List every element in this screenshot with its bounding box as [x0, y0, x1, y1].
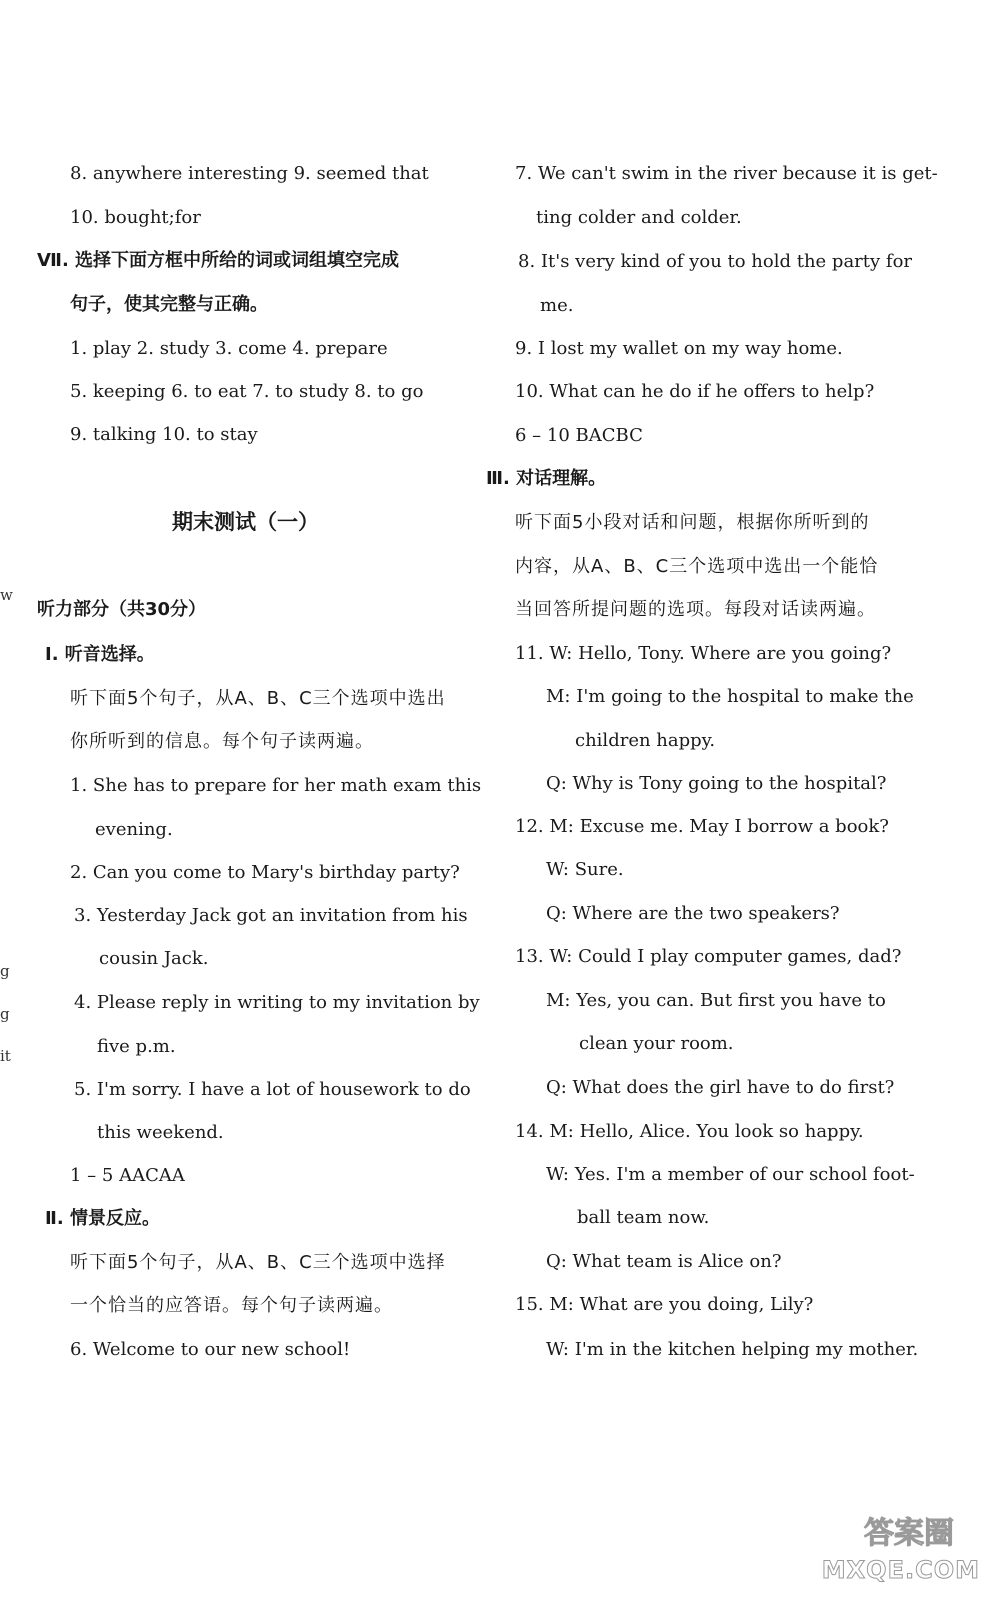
- question-3-line2: cousin Jack.: [99, 948, 209, 969]
- question-8-line1: 8. It's very kind of you to hold the party for: [518, 251, 913, 272]
- section-i-instruction-line1: 听下面5个句子，从A、B、C三个选项中选出: [70, 688, 446, 709]
- answers-6-10: 6 – 10 BACBC: [515, 425, 643, 446]
- section-iii-instruction-line1: 听下面5小段对话和问题，根据你所听到的: [515, 512, 870, 533]
- question-10: 10. What can he do if he offers to help?: [515, 381, 875, 402]
- dialogue-13-w: 13. W: Could I play computer games, dad?: [515, 946, 902, 967]
- section-iii-heading: Ⅲ. 对话理解。: [486, 468, 607, 489]
- dialogue-14-m: 14. M: Hello, Alice. You look so happy.: [515, 1121, 864, 1142]
- answers-1-5: 1 – 5 AACAA: [70, 1165, 185, 1186]
- question-6: 6. Welcome to our new school!: [70, 1339, 351, 1360]
- vi-answers-line1: 8. anywhere interesting 9. seemed that: [70, 163, 429, 184]
- dialogue-14-w-line2: ball team now.: [577, 1207, 710, 1228]
- section-ii-instruction-line2: 一个恰当的应答语。每个句子读两遍。: [70, 1295, 393, 1316]
- section-iii-instruction-line3: 当回答所提问题的选项。每段对话读两遍。: [515, 599, 876, 620]
- dialogue-12-q: Q: Where are the two speakers?: [546, 903, 840, 924]
- question-4-line1: 4. Please reply in writing to my invitation by: [74, 992, 480, 1013]
- dialogue-11-m-line2: children happy.: [575, 730, 716, 751]
- vi-answers-line2: 10. bought;for: [70, 207, 201, 228]
- dialogue-14-w-line1: W: Yes. I'm a member of our school foot-: [546, 1164, 915, 1185]
- question-7-line2: ting colder and colder.: [536, 207, 742, 228]
- dialogue-13-m-line2: clean your room.: [579, 1033, 734, 1054]
- section-ii-heading: Ⅱ. 情景反应。: [45, 1208, 160, 1229]
- dialogue-14-q: Q: What team is Alice on?: [546, 1251, 782, 1272]
- question-4-line2: five p.m.: [97, 1036, 176, 1057]
- vii-answers-line3: 9. talking 10. to stay: [70, 424, 258, 445]
- dialogue-11-m-line1: M: I'm going to the hospital to make the: [546, 686, 914, 707]
- edge-fragment: it: [0, 1047, 11, 1065]
- edge-fragment: g: [0, 1005, 10, 1023]
- watermark-cn: 答案圈: [864, 1516, 954, 1551]
- dialogue-12-m: 12. M: Excuse me. May I borrow a book?: [515, 816, 889, 837]
- section-vii-heading-line1: Ⅶ. 选择下面方框中所给的词或词组填空完成: [37, 250, 400, 271]
- question-3-line1: 3. Yesterday Jack got an invitation from his: [74, 905, 468, 926]
- section-i-instruction-line2: 你所听到的信息。每个句子读两遍。: [70, 731, 374, 752]
- question-1-line2: evening.: [95, 819, 173, 840]
- watermark-logo: [822, 1510, 994, 1594]
- question-8-line2: me.: [540, 295, 574, 316]
- question-1-line1: 1. She has to prepare for her math exam this: [70, 775, 482, 796]
- question-7-line1: 7. We can't swim in the river because it is get-: [515, 163, 938, 184]
- dialogue-11-q: Q: Why is Tony going to the hospital?: [546, 773, 887, 794]
- listening-part-label: 听力部分（共30分）: [37, 599, 207, 620]
- dialogue-13-m-line1: M: Yes, you can. But first you have to: [546, 990, 886, 1011]
- question-5-line2: this weekend.: [97, 1122, 224, 1143]
- section-ii-instruction-line1: 听下面5个句子，从A、B、C三个选项中选择: [70, 1252, 446, 1273]
- question-2: 2. Can you come to Mary's birthday party?: [70, 862, 460, 883]
- test-title: 期末测试（一）: [172, 510, 319, 534]
- question-5-line1: 5. I'm sorry. I have a lot of housework to do: [74, 1079, 471, 1100]
- question-9: 9. I lost my wallet on my way home.: [515, 338, 843, 359]
- edge-fragment: g: [0, 962, 10, 980]
- dialogue-11-w: 11. W: Hello, Tony. Where are you going?: [515, 643, 892, 664]
- dialogue-15-m: 15. M: What are you doing, Lily?: [515, 1294, 814, 1315]
- edge-fragment: w: [0, 586, 13, 604]
- dialogue-13-q: Q: What does the girl have to do first?: [546, 1077, 895, 1098]
- dialogue-15-w: W: I'm in the kitchen helping my mother.: [546, 1339, 919, 1360]
- section-iii-instruction-line2: 内容，从A、B、C三个选项中选出一个能恰: [515, 556, 879, 577]
- dialogue-12-w: W: Sure.: [546, 859, 624, 880]
- watermark-url: MXQE.COM: [821, 1556, 980, 1584]
- section-vii-heading-line2: 句子，使其完整与正确。: [70, 294, 268, 315]
- vii-answers-line1: 1. play 2. study 3. come 4. prepare: [70, 338, 388, 359]
- vii-answers-line2: 5. keeping 6. to eat 7. to study 8. to go: [70, 381, 424, 402]
- section-i-heading: Ⅰ. 听音选择。: [45, 644, 155, 665]
